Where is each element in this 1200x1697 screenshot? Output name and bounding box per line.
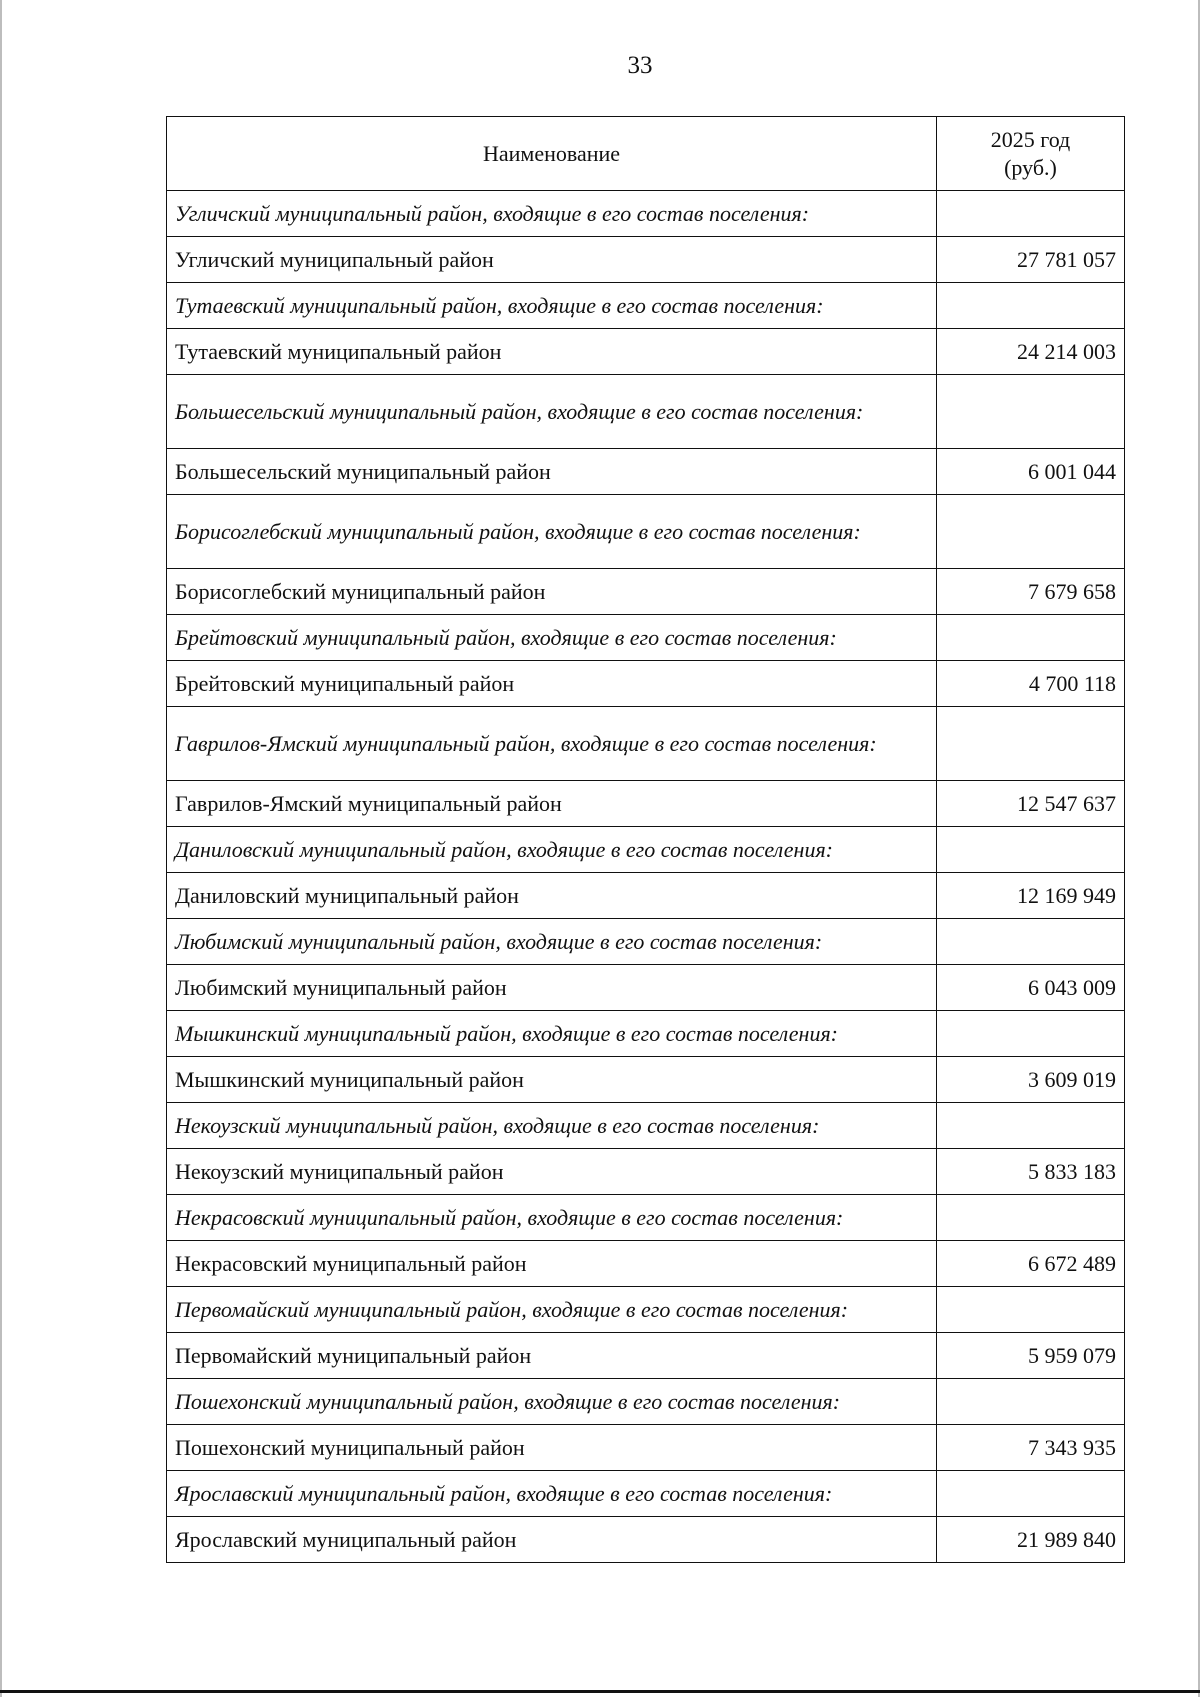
amount-cell: 4 700 118 bbox=[937, 661, 1125, 707]
amount-cell: 27 781 057 bbox=[937, 237, 1125, 283]
district-name-cell: Пошехонский муниципальный район bbox=[167, 1425, 937, 1471]
table-row-group-header bbox=[167, 1011, 1125, 1057]
group-name-cell: Первомайский муниципальный район, входящие в его состав поселения: bbox=[167, 1287, 937, 1333]
group-name-cell: Некрасовский муниципальный район, входящие в его состав поселения: bbox=[167, 1195, 937, 1241]
table-row bbox=[167, 569, 1125, 615]
district-name-cell: Большесельский муниципальный район bbox=[167, 449, 937, 495]
district-name-cell: Гаврилов-Ямский муниципальный район bbox=[167, 781, 937, 827]
empty-value-cell bbox=[937, 1287, 1125, 1333]
district-name-cell: Мышкинский муниципальный район bbox=[167, 1057, 937, 1103]
amount-cell: 21 989 840 bbox=[937, 1517, 1125, 1563]
table-row-group-header bbox=[167, 707, 1125, 781]
empty-value-cell bbox=[937, 375, 1125, 449]
header-unit-label: (руб.) bbox=[1004, 154, 1057, 180]
district-name-cell: Даниловский муниципальный район bbox=[167, 873, 937, 919]
group-name-cell: Гаврилов-Ямский муниципальный район, входящие в его состав поселения: bbox=[167, 707, 937, 781]
table-row bbox=[167, 1333, 1125, 1379]
district-name-cell: Некрасовский муниципальный район bbox=[167, 1241, 937, 1287]
amount-cell: 7 679 658 bbox=[937, 569, 1125, 615]
district-name-cell: Любимский муниципальный район bbox=[167, 965, 937, 1011]
empty-value-cell bbox=[937, 1379, 1125, 1425]
district-name-cell: Брейтовский муниципальный район bbox=[167, 661, 937, 707]
table-row bbox=[167, 1057, 1125, 1103]
empty-value-cell bbox=[937, 707, 1125, 781]
table-row-group-header bbox=[167, 375, 1125, 449]
district-name-cell: Тутаевский муниципальный район bbox=[167, 329, 937, 375]
district-name-cell: Угличский муниципальный район bbox=[167, 237, 937, 283]
amount-cell: 24 214 003 bbox=[937, 329, 1125, 375]
table-row bbox=[167, 661, 1125, 707]
empty-value-cell bbox=[937, 191, 1125, 237]
district-name-cell: Ярославский муниципальный район bbox=[167, 1517, 937, 1563]
header-year-cell bbox=[937, 117, 1125, 191]
table-row bbox=[167, 237, 1125, 283]
empty-value-cell bbox=[937, 827, 1125, 873]
table-row bbox=[167, 873, 1125, 919]
empty-value-cell bbox=[937, 283, 1125, 329]
empty-value-cell bbox=[937, 919, 1125, 965]
page-edge-left bbox=[0, 0, 2, 1697]
table-header-row bbox=[167, 117, 1125, 191]
header-name-cell: Наименование bbox=[167, 117, 937, 191]
table-row bbox=[167, 329, 1125, 375]
table-row bbox=[167, 965, 1125, 1011]
table-row bbox=[167, 449, 1125, 495]
table-row-group-header bbox=[167, 1379, 1125, 1425]
table-row-group-header bbox=[167, 827, 1125, 873]
empty-value-cell bbox=[937, 1011, 1125, 1057]
amount-cell: 7 343 935 bbox=[937, 1425, 1125, 1471]
table-row bbox=[167, 781, 1125, 827]
group-name-cell: Некоузский муниципальный район, входящие в его состав поселения: bbox=[167, 1103, 937, 1149]
table-row-group-header bbox=[167, 919, 1125, 965]
amount-cell: 12 169 949 bbox=[937, 873, 1125, 919]
table-row-group-header bbox=[167, 495, 1125, 569]
table-row-group-header bbox=[167, 615, 1125, 661]
amount-cell: 5 959 079 bbox=[937, 1333, 1125, 1379]
table-row bbox=[167, 1241, 1125, 1287]
group-name-cell: Пошехонский муниципальный район, входящие в его состав поселения: bbox=[167, 1379, 937, 1425]
table-row-group-header bbox=[167, 1103, 1125, 1149]
group-name-cell: Тутаевский муниципальный район, входящие в его состав поселения: bbox=[167, 283, 937, 329]
amount-cell: 6 001 044 bbox=[937, 449, 1125, 495]
amount-cell: 6 672 489 bbox=[937, 1241, 1125, 1287]
table-row-group-header bbox=[167, 1287, 1125, 1333]
group-name-cell: Брейтовский муниципальный район, входящие в его состав поселения: bbox=[167, 615, 937, 661]
empty-value-cell bbox=[937, 1195, 1125, 1241]
group-name-cell: Угличский муниципальный район, входящие в его состав поселения: bbox=[167, 191, 937, 237]
group-name-cell: Любимский муниципальный район, входящие в его состав поселения: bbox=[167, 919, 937, 965]
group-name-cell: Большесельский муниципальный район, входящие в его состав поселения: bbox=[167, 375, 937, 449]
table-row bbox=[167, 1425, 1125, 1471]
table-row-group-header bbox=[167, 1195, 1125, 1241]
district-name-cell: Первомайский муниципальный район bbox=[167, 1333, 937, 1379]
budget-table bbox=[166, 116, 1125, 1563]
amount-cell: 12 547 637 bbox=[937, 781, 1125, 827]
amount-cell: 6 043 009 bbox=[937, 965, 1125, 1011]
table-row-group-header bbox=[167, 191, 1125, 237]
table-row bbox=[167, 1517, 1125, 1563]
group-name-cell: Мышкинский муниципальный район, входящие в его состав поселения: bbox=[167, 1011, 937, 1057]
header-year-label: 2025 год bbox=[990, 126, 1071, 152]
group-name-cell: Борисоглебский муниципальный район, входящие в его состав поселения: bbox=[167, 495, 937, 569]
page-edge-bottom bbox=[0, 1690, 1200, 1693]
district-name-cell: Борисоглебский муниципальный район bbox=[167, 569, 937, 615]
table-row-group-header bbox=[167, 283, 1125, 329]
table-row-group-header bbox=[167, 1471, 1125, 1517]
table-row bbox=[167, 1149, 1125, 1195]
district-name-cell: Некоузский муниципальный район bbox=[167, 1149, 937, 1195]
amount-cell: 5 833 183 bbox=[937, 1149, 1125, 1195]
empty-value-cell bbox=[937, 1103, 1125, 1149]
empty-value-cell bbox=[937, 615, 1125, 661]
empty-value-cell bbox=[937, 495, 1125, 569]
table-body bbox=[167, 191, 1125, 1563]
amount-cell: 3 609 019 bbox=[937, 1057, 1125, 1103]
page-number: 33 bbox=[627, 52, 653, 79]
group-name-cell: Даниловский муниципальный район, входящие в его состав поселения: bbox=[167, 827, 937, 873]
group-name-cell: Ярославский муниципальный район, входящие в его состав поселения: bbox=[167, 1471, 937, 1517]
empty-value-cell bbox=[937, 1471, 1125, 1517]
